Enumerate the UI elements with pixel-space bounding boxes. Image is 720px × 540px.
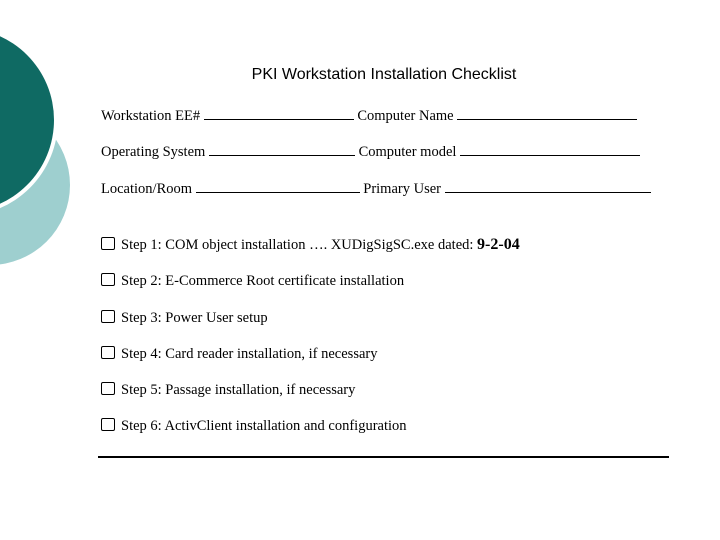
- step-2-checkbox[interactable]: [101, 273, 115, 286]
- step-1-checkbox[interactable]: [101, 237, 115, 250]
- primary-user-label: Primary User: [363, 181, 441, 197]
- computer-name-label: Computer Name: [357, 108, 454, 124]
- step-2: [101, 273, 404, 290]
- step-4-text: Step 4: Card reader installation, if necessary: [121, 346, 378, 362]
- location-blank: [196, 180, 360, 193]
- computer-model-label: Computer model: [358, 144, 457, 160]
- os-label: Operating System: [101, 144, 206, 160]
- decorative-circles: [0, 0, 90, 300]
- step-6-text: Step 6: ActivClient installation and configuration: [121, 418, 407, 434]
- primary-user-blank: [445, 180, 651, 193]
- page-title: PKI Workstation Installation Checklist: [251, 66, 517, 83]
- step-5-text: Step 5: Passage installation, if necessary: [121, 382, 356, 398]
- step-1: [101, 236, 520, 254]
- field-row-workstation: [101, 107, 637, 125]
- computer-name-blank: [457, 107, 637, 120]
- step-6: [101, 418, 407, 435]
- field-row-location: [101, 180, 651, 198]
- step-3-checkbox[interactable]: [101, 310, 115, 323]
- field-row-os: [101, 143, 640, 161]
- step-5: [101, 382, 355, 399]
- workstation-label: Workstation EE#: [101, 108, 201, 124]
- step-3-text: Step 3: Power User setup: [121, 310, 268, 326]
- step-4-checkbox[interactable]: [101, 346, 115, 359]
- workstation-blank: [204, 107, 354, 120]
- step-1-text: Step 1: COM object installation …. XUDigSigSC.exe dated:: [121, 237, 474, 253]
- step-5-checkbox[interactable]: [101, 382, 115, 395]
- step-1-date: 9-2-04: [477, 236, 520, 253]
- os-blank: [209, 143, 355, 156]
- step-3: [101, 310, 268, 327]
- bottom-rule: [98, 456, 669, 458]
- step-6-checkbox[interactable]: [101, 418, 115, 431]
- step-2-text: Step 2: E-Commerce Root certificate installation: [121, 273, 405, 289]
- location-label: Location/Room: [101, 181, 193, 197]
- step-4: [101, 346, 377, 363]
- computer-model-blank: [460, 143, 640, 156]
